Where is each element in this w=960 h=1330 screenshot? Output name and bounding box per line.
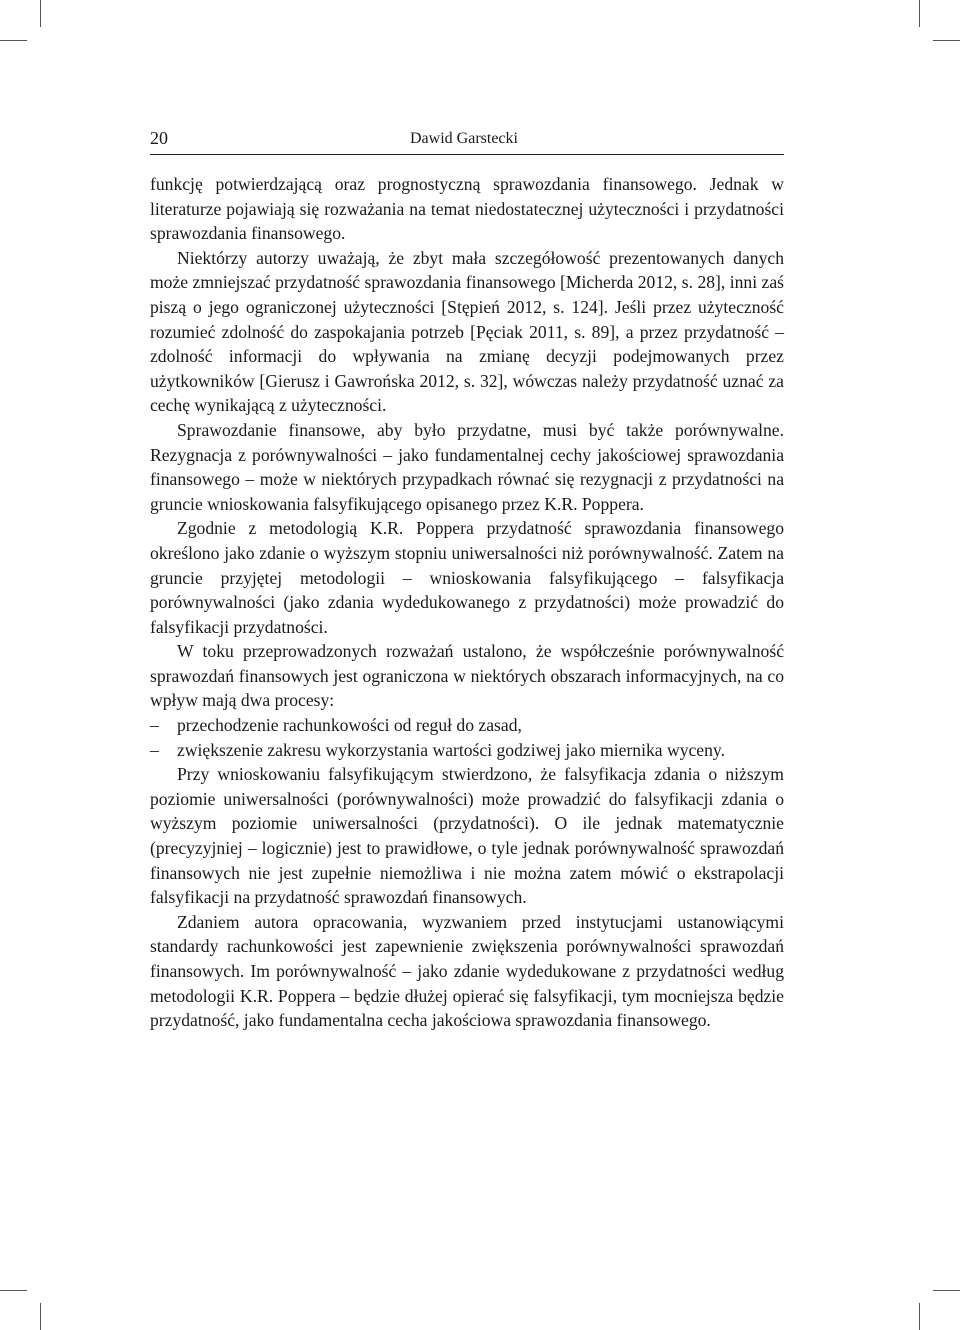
list-dash: – (150, 715, 159, 736)
list-dash: – (150, 739, 159, 760)
dash-list (150, 713, 784, 762)
paragraph: Sprawozdanie finansowe, aby było przydatne, musi być także porównywalne. Rezygnacja z porównywalności – jako fundamentalnej cechy jakościowej sprawozdania finansowego – może w niektórych przypadkach równać się rezygnacji z przydatności na gruncie wnioskowania falsyfikującego opisanego przez K.R. Poppera. (150, 419, 784, 514)
paragraph: Zgodnie z metodologią K.R. Poppera przydatność sprawozdania finansowego określono jako zdanie o wyższym stopniu uniwersalności niż porównywalność. Zatem na gruncie przyjętej metodologii – wnioskowania falsyfikującego – falsyfikacja porównywalności (jako zdania wydedukowanego z przydatności) może prowadzić do falsyfikacji przydatności. (150, 518, 784, 637)
crop-mark (933, 40, 960, 41)
paragraph: Niektórzy autorzy uważają, że zbyt mała szczegółowość prezentowanych danych może zmniejszać przydatność sprawozdania finansowego [Micherda 2012, s. 28], inni zaś piszą o jego ograniczonej użyteczności [Stępień 2012, s. 124]. Jeśli przez użyteczność rozumieć zdolność do zaspokajania potrzeb [Pęciak 2011, s. 89], a przez przydatność – zdolność informacji do wpływania na zmianę decyzji podejmowanych przez użytkowników [Gierusz i Gawrońska 2012, s. 32], wówczas należy przydatność uznać za cechę wynikającą z użyteczności. (150, 247, 784, 416)
crop-mark (40, 1303, 41, 1330)
list-item (150, 738, 784, 763)
crop-mark (0, 40, 27, 41)
running-head: Dawid Garstecki (410, 130, 518, 147)
list-item-text: zwiększenie zakresu wykorzystania wartości godziwej jako miernika wyceny. (177, 739, 725, 760)
crop-mark (919, 1303, 920, 1330)
list-item-text: przechodzenie rachunkowości od reguł do zasad, (177, 715, 522, 736)
crop-mark (0, 1290, 27, 1291)
page-number: 20 (150, 128, 168, 148)
crop-mark (933, 1290, 960, 1291)
paragraph: W toku przeprowadzonych rozważań ustalono, że współcześnie porównywalność sprawozdań finansowych jest ograniczona w niektórych obszarach informacyjnych, na co wpływ mają dwa procesy: (150, 641, 784, 711)
paragraph: funkcję potwierdzającą oraz prognostyczną sprawozdania finansowego. Jednak w literaturze pojawiają się rozważania na temat niedostatecznej użyteczności i przydatności sprawozdania finansowego. (150, 174, 784, 244)
list-item (150, 713, 784, 738)
crop-mark (40, 0, 41, 27)
paragraph: Zdaniem autora opracowania, wyzwaniem przed instytucjami ustanowiącymi standardy rachunkowości jest zapewnienie zwiększenia porównywalności sprawozdań finansowych. Im porównywalność – jako zdanie wydedukowane z przydatności według metodologii K.R. Poppera – będzie dłużej opierać się falsyfikacji, tym mocniejsza będzie przydatność, jako fundamentalna cecha jakościowa sprawozdania finansowego. (150, 911, 784, 1031)
body-text (150, 172, 784, 1033)
crop-mark (919, 0, 920, 27)
page-header (150, 128, 784, 155)
paragraph: Przy wnioskowaniu falsyfikującym stwierdzono, że falsyfikacja zdania o niższym poziomie uniwersalności (porównywalności) może prowadzić do falsyfikacji zdania o wyższym poziomie uniwersalności (przydatności). O ile jednak matematycznie (precyzyjniej – logicznie) jest to prawidłowe, o tyle jednak porównywalność sprawozdań finansowych nie jest zupełnie niemożliwa i nie można zatem mówić o ekstrapolacji falsyfikacji na przydatność sprawozdań finansowych. (150, 764, 784, 908)
